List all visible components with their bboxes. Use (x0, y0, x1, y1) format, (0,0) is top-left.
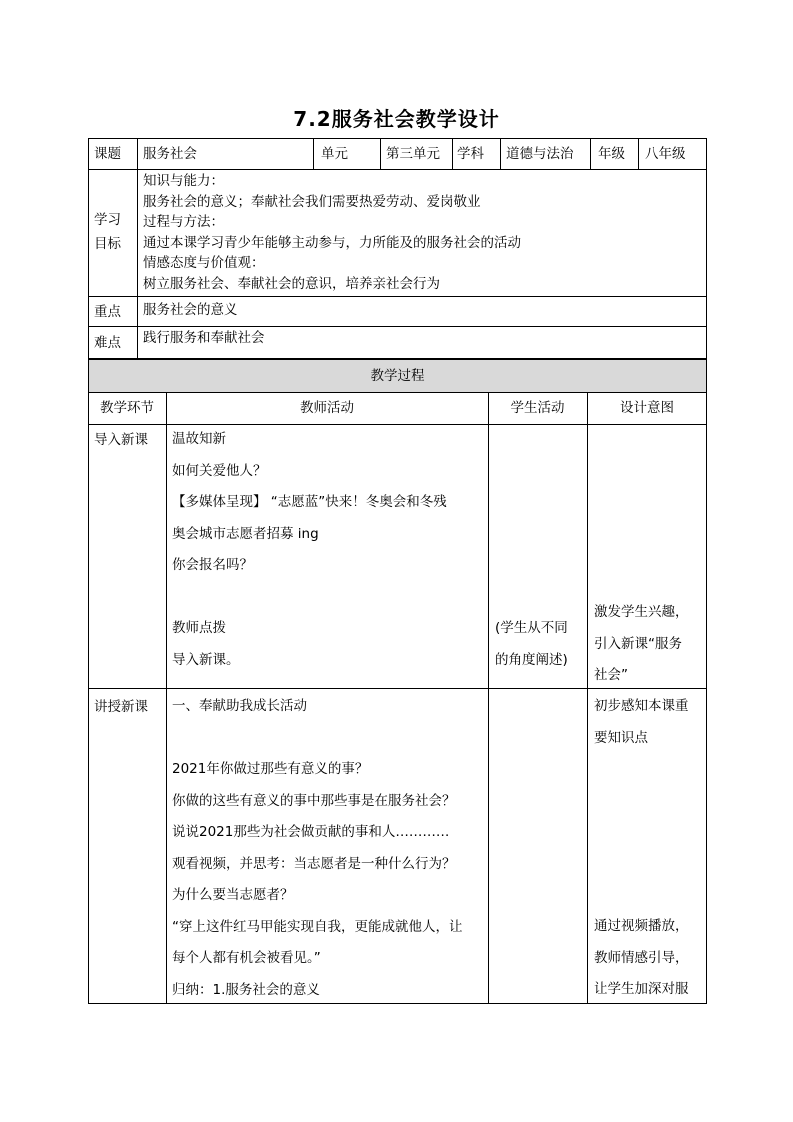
design-line: 要知识点 (594, 729, 648, 746)
teacher-line: 导入新课。 (172, 651, 240, 668)
objectives-line: 过程与方法： (143, 214, 224, 230)
teacher-line: 归纳：1.服务社会的意义 (172, 981, 320, 998)
difficulty-label: 难点 (94, 335, 121, 351)
grade-label: 年级 (598, 146, 625, 162)
design-intent-new-lesson-top (594, 691, 689, 754)
teacher-line: “穿上这件红马甲能实现自我，更能成就他人，让 (172, 918, 463, 935)
student-line: 的角度阐述) (495, 651, 568, 668)
objectives-line: 服务社会的意义；奉献社会我们需要热爱劳动、爱岗敬业 (143, 193, 481, 210)
teacher-line: 2021年你做过那些有意义的事？ (172, 761, 369, 777)
objectives-label-line2: 目标 (94, 236, 121, 252)
design-intent-new-lesson-bottom (594, 911, 689, 1006)
grade-value: 八年级 (645, 146, 686, 162)
unit-label: 单元 (321, 146, 348, 162)
difficulty-value: 践行服务和奉献社会 (143, 330, 265, 346)
column-header-stage: 教学环节 (100, 400, 154, 416)
objectives-content (143, 171, 521, 294)
key-point-value: 服务社会的意义 (143, 302, 238, 318)
stage-intro: 导入新课 (94, 432, 148, 448)
teacher-line: 温故知新 (172, 431, 226, 447)
subject-value: 道德与法治 (506, 146, 574, 162)
unit-value: 第三单元 (386, 146, 440, 162)
objectives-line: 树立服务社会、奉献社会的意识，培养亲社会行为 (143, 275, 440, 292)
design-line: 通过视频播放， (594, 918, 689, 934)
subject-label: 学科 (457, 146, 484, 162)
objectives-line: 通过本课学习青少年能够主动参与，力所能及的服务社会的活动 (143, 234, 521, 251)
design-line: 激发学生兴趣， (594, 604, 689, 620)
design-line: 引入新课“服务 (594, 635, 682, 652)
design-line: 社会” (594, 667, 628, 683)
key-point-label: 重点 (94, 304, 121, 320)
objectives-line: 情感态度与价值观： (143, 255, 265, 271)
teacher-line: 如何关爱他人？ (172, 462, 267, 479)
stage-new-lesson: 讲授新课 (94, 699, 148, 715)
teacher-line: 每个人都有机会被看见。” (172, 950, 321, 966)
objectives-label (94, 208, 121, 256)
process-banner-label: 教学过程 (370, 368, 425, 384)
teacher-line: 你会报名吗？ (172, 557, 253, 573)
objectives-label-line1: 学习 (94, 212, 121, 228)
column-header-student: 学生活动 (510, 400, 565, 416)
teacher-line: 【多媒体呈现】 “志愿蓝”快来！冬奥会和冬残 (172, 494, 447, 510)
teacher-line: 教师点拨 (172, 620, 226, 636)
design-line: 让学生加深对服 (594, 981, 689, 997)
design-intent-intro (594, 597, 689, 692)
teacher-activity-new-lesson (172, 691, 463, 1006)
teacher-line: 观看视频，并思考：当志愿者是一种什么行为？ (172, 855, 456, 872)
teacher-line: 你做的这些有意义的事中那些事是在服务社会？ (172, 792, 456, 809)
teacher-line: 说说2021那些为社会做贡献的事和人………… (172, 824, 450, 840)
column-header-design: 设计意图 (620, 400, 674, 416)
topic-value: 服务社会 (143, 146, 197, 162)
design-line: 初步感知本课重 (594, 698, 689, 714)
teacher-line: 奥会城市志愿者招募 ing (172, 525, 319, 542)
teacher-line: 为什么要当志愿者？ (172, 887, 294, 903)
student-activity-intro (495, 613, 568, 676)
teacher-line: 一、奉献助我成长活动 (172, 698, 307, 714)
objectives-line: 知识与能力： (143, 173, 224, 189)
student-line: (学生从不同 (495, 620, 568, 636)
document-title: 7.2服务社会教学设计 (293, 107, 500, 131)
design-line: 教师情感引导， (594, 949, 689, 966)
column-header-teacher: 教师活动 (300, 400, 354, 416)
topic-label: 课题 (94, 146, 121, 162)
teacher-activity-intro (172, 424, 447, 676)
